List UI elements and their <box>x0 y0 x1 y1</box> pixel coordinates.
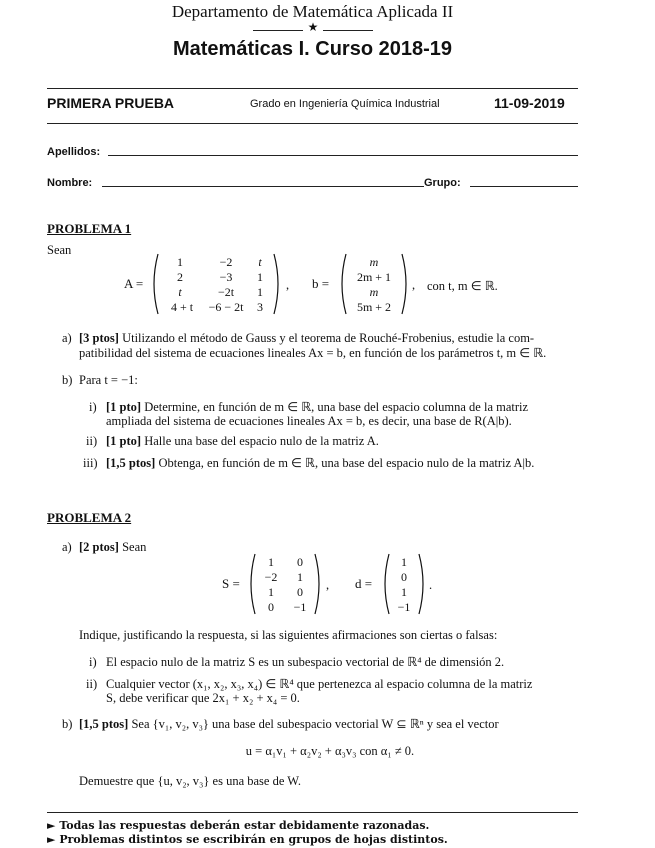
matrix-a-cell: 1 <box>257 270 263 284</box>
group-field[interactable] <box>470 186 578 187</box>
p1-part-a-line2: patibilidad del sistema de ecuaciones lineales Ax = b, en función de los parámetros t, m ∈ ℝ. <box>79 346 547 360</box>
p1-b-sub-line1: Determine, en función de m ∈ ℝ, una base del espacio columna de la matriz <box>144 400 529 414</box>
p2-indique-text: Indique, justificando la respuesta, si las siguientes afirmaciones son ciertas o falsas: <box>79 628 498 642</box>
surname-label: Apellidos: <box>47 146 101 158</box>
course-title: Matemáticas I. Curso 2018-19 <box>172 38 453 60</box>
matrix-a-cell: −6 − 2t <box>208 300 244 314</box>
vector-d-period: . <box>429 578 433 592</box>
matrix-s-cell: 0 <box>297 555 303 569</box>
triangle-bullet-icon: ► <box>47 819 56 832</box>
matrix-a-cell: t <box>178 285 182 299</box>
matrix-s-comma: , <box>326 578 330 592</box>
matrix-s-cell: −2 <box>264 570 278 584</box>
problem2-title: PROBLEMA 2 <box>47 510 132 525</box>
p1-b-sub-text <box>106 456 586 471</box>
vector-b-cell: 2m + 1 <box>356 270 392 284</box>
p2-claim-line2: S, debe verificar que 2x₁ + x₂ + x₄ = 0. <box>106 691 300 705</box>
matrix-a-cell: 1 <box>177 255 183 269</box>
vector-b-cell: m <box>369 285 379 299</box>
p1-b-sub-text <box>106 434 581 449</box>
p1-b-sub-points: [1 pto] <box>106 434 142 448</box>
p2-part-b-text <box>79 717 579 732</box>
p2-part-a-label: a) <box>62 540 72 554</box>
p2-demuestre: Demuestre que {u, v₂, v₃} es una base de W. <box>79 774 302 788</box>
vector-d-label: d = <box>355 576 373 591</box>
matrix-a-cell: −2t <box>217 285 235 299</box>
vector-b-cell: m <box>369 255 379 269</box>
matrix-s-cell: 1 <box>268 585 274 599</box>
p1-part-a-line1: Utilizando el método de Gauss y el teorema de Rouché-Frobenius, estudie la com- <box>122 331 535 345</box>
p2-part-b-label: b) <box>62 717 73 731</box>
p1-b-sub-line1: Obtenga, en función de m ∈ ℝ, una base del espacio nulo de la matriz A|b. <box>158 456 535 470</box>
p2-part-a-points: [2 ptos] <box>79 540 119 554</box>
p2-claim-line1: Cualquier vector (x₁, x₂, x₃, x₄) ∈ ℝ⁴ que pertenezca al espacio columna de la matriz <box>106 677 533 691</box>
matrix-s-cell: 1 <box>268 555 274 569</box>
name-label: Nombre: <box>47 177 93 189</box>
matrix-s <box>247 553 323 615</box>
matrix-a-cell: −3 <box>219 270 233 284</box>
vector-d-cell: 0 <box>401 570 407 584</box>
footer-note-text: Todas las respuestas deberán estar debidamente razonadas. <box>59 819 430 832</box>
matrix-a-cell: 3 <box>257 300 263 314</box>
exam-bar-bottom-rule <box>47 123 578 124</box>
p1-b-sub-points: [1 pto] <box>106 400 142 414</box>
p2-part-b-points: [1,5 ptos] <box>79 717 129 731</box>
p1-part-b-text: Para t = −1: <box>79 373 138 387</box>
vector-d-cell: 1 <box>401 555 407 569</box>
p1-b-sub-label: i) <box>89 400 97 414</box>
degree-name: Grado en Ingeniería Química Industrial <box>250 98 440 110</box>
matrix-a-cell: t <box>258 255 262 269</box>
name-field[interactable] <box>102 186 424 187</box>
vector-d <box>381 553 427 615</box>
p1-b-sub-text <box>106 400 581 415</box>
problem1-title: PROBLEMA 1 <box>47 221 132 236</box>
footer-note-text: Problemas distintos se escribirán en grupos de hojas distintos. <box>59 833 448 846</box>
matrix-a-cell: 1 <box>257 285 263 299</box>
p2-part-a-intro <box>79 540 146 555</box>
header-rule-right <box>323 30 373 31</box>
p2-part-a-intro-text: Sean <box>122 540 147 554</box>
footer-rule <box>47 812 578 813</box>
footer-note <box>47 833 448 846</box>
p1-b-sub-label: ii) <box>86 434 98 448</box>
vector-d-cell: −1 <box>397 600 411 614</box>
p1-b-sub-points: [1,5 ptos] <box>106 456 156 470</box>
star-icon: ★ <box>307 20 319 34</box>
triangle-bullet-icon: ► <box>47 833 56 846</box>
vector-b <box>338 253 410 315</box>
matrix-s-cell: 0 <box>268 600 274 614</box>
matrix-a-cell: 4 + t <box>170 300 194 314</box>
p1-part-b-label: b) <box>62 373 73 387</box>
surname-field[interactable] <box>108 155 578 156</box>
exam-bar-top-rule <box>47 88 578 89</box>
p2-claim-label: i) <box>89 655 97 669</box>
matrix-s-label: S = <box>222 576 240 591</box>
p2-equation: u = α₁v₁ + α₂v₂ + α₃v₃ con α₁ ≠ 0. <box>245 744 415 758</box>
p2-part-b-line: Sea {v₁, v₂, v₃} una base del subespacio vectorial W ⊆ ℝⁿ y sea el vector <box>131 717 499 731</box>
matrix-a-comma: , <box>286 278 290 292</box>
matrix-a-label: A = <box>124 276 144 291</box>
vector-b-label: b = <box>312 276 330 291</box>
exam-date: 11-09-2019 <box>494 95 565 111</box>
p2-claim-label: ii) <box>86 677 98 691</box>
p1-b-sub-label: iii) <box>83 456 98 470</box>
exam-name: PRIMERA PRUEBA <box>47 95 175 111</box>
matrix-s-cell: −1 <box>293 600 307 614</box>
p1-part-a-label: a) <box>62 331 72 345</box>
footer-note <box>47 819 429 832</box>
matrix-a <box>150 253 282 315</box>
vector-d-cell: 1 <box>401 585 407 599</box>
group-label: Grupo: <box>424 177 461 189</box>
p1-part-a-text <box>79 331 579 346</box>
problem1-intro: Sean <box>47 243 72 257</box>
parameter-condition: con t, m ∈ ℝ. <box>427 279 498 293</box>
p1-b-sub-line1: Halle una base del espacio nulo de la matriz A. <box>144 434 379 448</box>
p2-claim-line1: El espacio nulo de la matriz S es un subespacio vectorial de ℝ⁴ de dimensión 2. <box>106 655 505 669</box>
vector-b-comma: , <box>412 278 416 292</box>
p1-b-sub-line2: ampliada del sistema de ecuaciones lineales Ax = b, es decir, una base de R(A|b). <box>106 414 512 428</box>
department-name: Departamento de Matemática Aplicada II <box>171 2 454 21</box>
matrix-s-cell: 0 <box>297 585 303 599</box>
matrix-a-cell: 2 <box>177 270 183 284</box>
matrix-s-cell: 1 <box>297 570 303 584</box>
vector-b-cell: 5m + 2 <box>356 300 392 314</box>
header-rule-left <box>253 30 303 31</box>
matrix-a-cell: −2 <box>219 255 233 269</box>
p1-part-a-points: [3 ptos] <box>79 331 119 345</box>
